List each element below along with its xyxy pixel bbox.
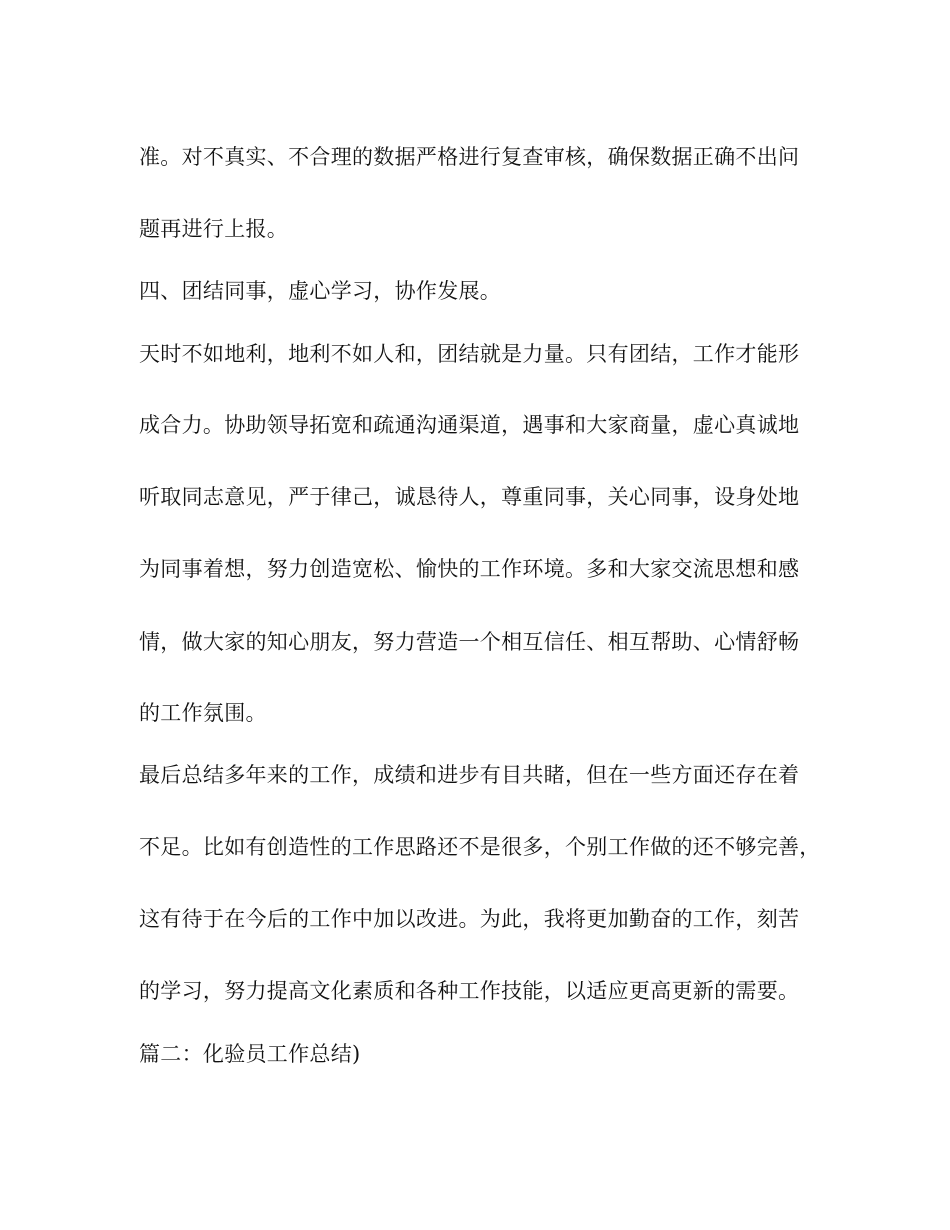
text-line: 为同事着想，努力创造宽松、愉快的工作环境。多和大家交流思想和感 — [139, 557, 800, 581]
text-line: 的学习，努力提高文化素质和各种工作技能，以适应更高更新的需要。 — [139, 979, 800, 1003]
text-line: 最后总结多年来的工作，成绩和进步有目共睹，但在一些方面还存在着 — [139, 763, 800, 787]
section-title: 篇二：化验员工作总结) — [139, 1042, 361, 1066]
section-heading: 四、团结同事，虚心学习，协作发展。 — [139, 279, 502, 303]
text-line: 情，做大家的知心朋友，努力营造一个相互信任、相互帮助、心情舒畅 — [139, 630, 800, 654]
text-line: 不足。比如有创造性的工作思路还不是很多，个别工作做的还不够完善， — [139, 835, 821, 859]
text-line: 听取同志意见，严于律己，诚恳待人，尊重同事，关心同事，设身处地 — [139, 485, 800, 509]
text-line: 成合力。协助领导拓宽和疏通沟通渠道，遇事和大家商量，虚心真诚地 — [139, 413, 800, 437]
text-line: 准。对不真实、不合理的数据严格进行复查审核，确保数据正确不出问 — [139, 145, 800, 169]
text-line: 天时不如地利，地利不如人和，团结就是力量。只有团结，工作才能形 — [139, 342, 800, 366]
text-line: 这有待于在今后的工作中加以改进。为此，我将更加勤奋的工作，刻苦 — [139, 907, 800, 931]
text-line: 的工作氛围。 — [139, 701, 267, 725]
text-line: 题再进行上报。 — [139, 217, 289, 241]
